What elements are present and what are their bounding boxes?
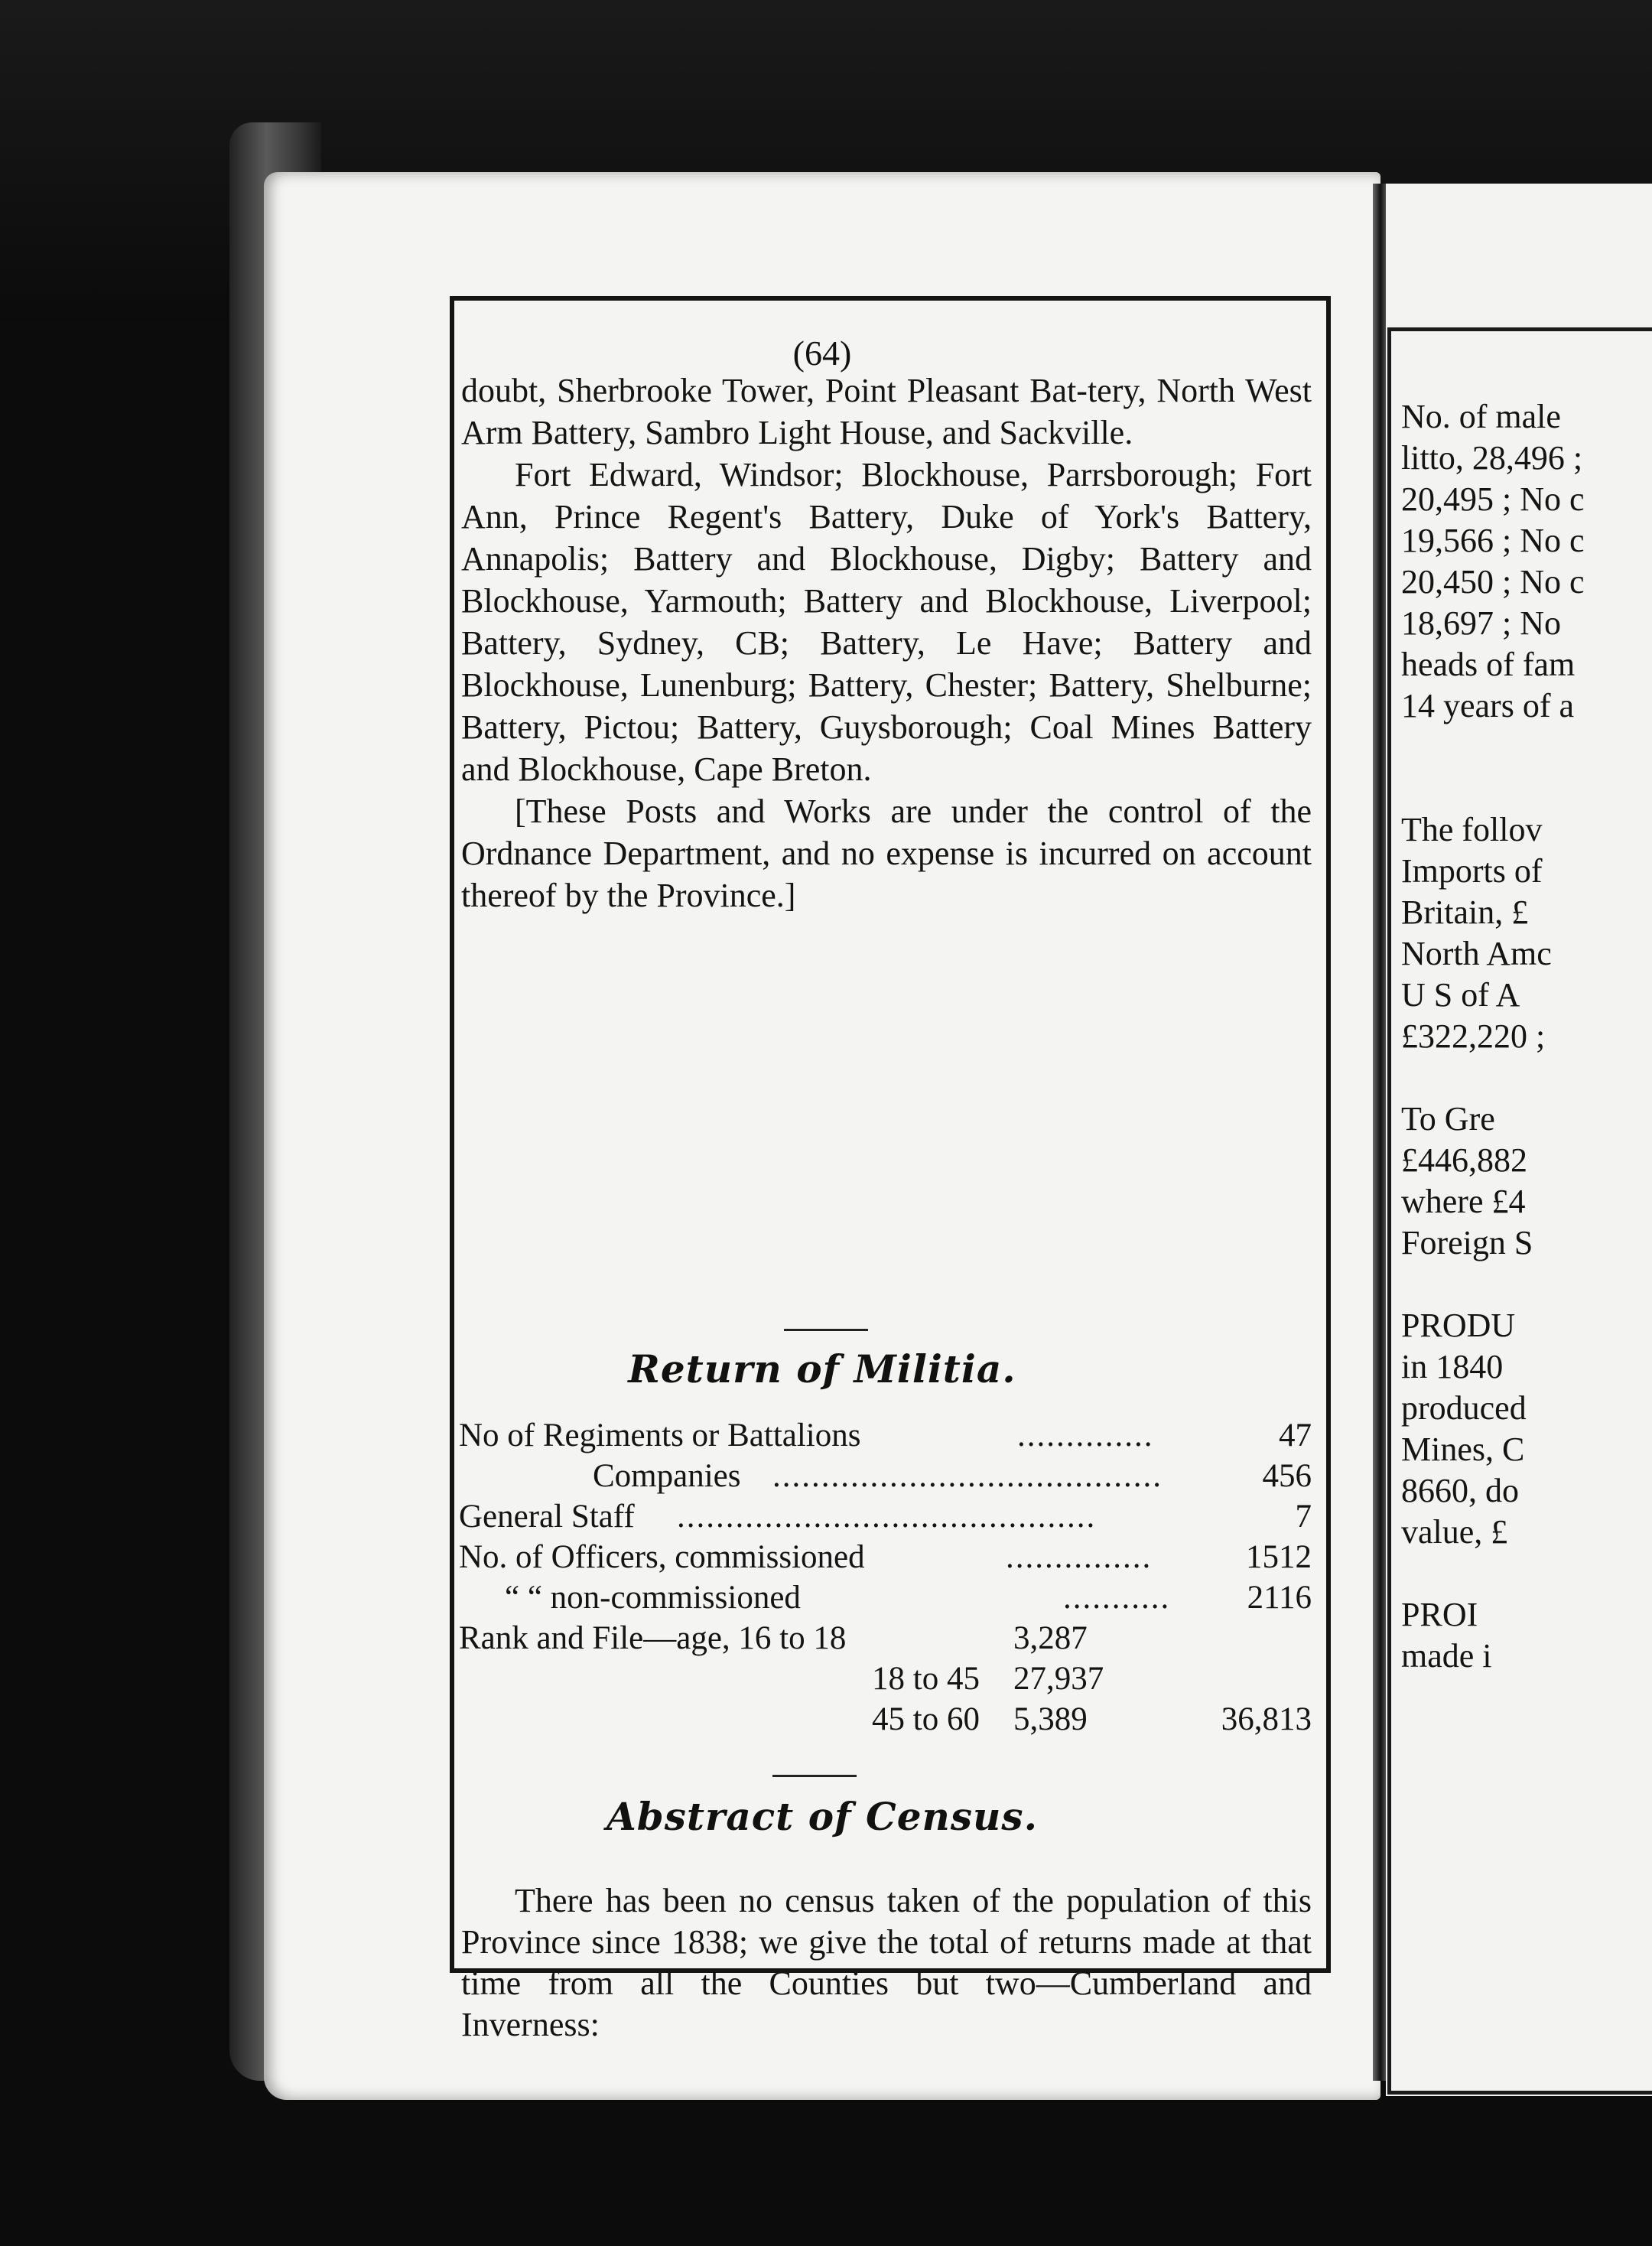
paragraph-outposts: Fort Edward, Windsor; Blockhouse, Parrsborough; Fort Ann, Prince Regent's Battery, Duke of York's Battery, Annapolis; Battery and Blockhouse, Digby; Battery and Blockhouse, Yarmouth; Battery and Blockhouse, Liverpool; Battery, Sydney, CB; Battery, Le Have; Battery and Blockhouse, Lunenburg; Battery, Chester; Battery, Shelburne; Battery, Pictou; Battery, Guysborough; Coal Mines Battery and Blockhouse, Cape Breton.	[461, 456, 1312, 788]
row-label: No. of Officers, commissioned	[459, 1539, 865, 1575]
dot-leaders: ...........................................	[677, 1499, 1097, 1535]
right-page-line: To Gre	[1401, 1100, 1495, 1138]
right-page-line: made i	[1401, 1637, 1492, 1675]
table-row	[459, 1537, 1312, 1577]
row-value: 2116	[1247, 1580, 1312, 1616]
right-page-line: value, £	[1401, 1513, 1508, 1551]
right-page-line: produced	[1401, 1389, 1527, 1427]
right-page-line: where £4	[1401, 1183, 1526, 1220]
right-page-line: in 1840	[1401, 1348, 1504, 1385]
right-page-line: Britain, £	[1401, 894, 1529, 931]
right-page-line	[1401, 1057, 1585, 1099]
row-label: General Staff	[459, 1499, 635, 1535]
right-page	[1386, 184, 1652, 2096]
right-page-line: The follov	[1401, 811, 1543, 848]
row-label: No of Regiments or Battalions	[459, 1418, 861, 1453]
right-page-line: No. of male	[1401, 398, 1561, 435]
row-label: Companies	[593, 1458, 741, 1494]
table-row-rank-file	[459, 1618, 1312, 1658]
right-page-line: Imports of	[1401, 852, 1543, 890]
rank-file-count: 27,937	[1013, 1661, 1104, 1697]
right-page-line: PRODU	[1401, 1307, 1516, 1344]
right-page-line: £322,220 ;	[1401, 1017, 1546, 1055]
militia-heading: Return of Militia.	[628, 1346, 1016, 1392]
rank-file-count: 5,389	[1013, 1701, 1088, 1737]
militia-table	[459, 1415, 1312, 1740]
table-row	[459, 1456, 1312, 1496]
census-paragraph	[461, 1880, 1312, 2046]
right-page-line: U S of A	[1401, 976, 1520, 1014]
right-page-line: 20,495 ; No c	[1401, 480, 1585, 518]
census-text: There has been no census taken of the population of this Province since 1838; we give the total of returns made at that time from all the Counties but two—Cumberland and Inverness:	[461, 1882, 1312, 2043]
right-page-line: £446,882	[1401, 1141, 1527, 1179]
rank-file-count: 3,287	[1013, 1620, 1088, 1656]
right-page-line: 20,450 ; No c	[1401, 563, 1585, 601]
right-page-line	[1401, 1553, 1585, 1594]
right-page-line: Mines, C	[1401, 1431, 1525, 1468]
table-row	[459, 1415, 1312, 1456]
right-page-text	[1401, 396, 1585, 1677]
right-page-line	[1401, 727, 1585, 768]
section-divider	[784, 1329, 868, 1331]
right-page-line: 8660, do	[1401, 1472, 1519, 1509]
right-page-line: PROI	[1401, 1596, 1478, 1633]
row-value: 456	[1262, 1458, 1312, 1494]
right-page-line: 14 years of a	[1401, 687, 1575, 724]
table-row	[459, 1577, 1312, 1618]
census-heading: Abstract of Census.	[606, 1794, 1038, 1839]
right-page-line	[1401, 768, 1585, 809]
right-page-line: Foreign S	[1401, 1224, 1533, 1261]
fortifications-text	[461, 369, 1312, 916]
row-value: 1512	[1246, 1539, 1312, 1575]
right-page-line: litto, 28,496 ;	[1401, 439, 1583, 477]
section-divider	[772, 1775, 857, 1777]
paragraph-defences-halifax: doubt, Sherbrooke Tower, Point Pleasant Bat-tery, North West Arm Battery, Sambro Light House, and Sackville.	[461, 372, 1312, 451]
dot-leaders: ..............	[1017, 1418, 1154, 1453]
left-page	[264, 172, 1380, 2100]
rank-file-total: 36,813	[1221, 1701, 1312, 1737]
rank-file-label: Rank and File—age, 16 to 18	[459, 1620, 847, 1656]
row-value: 7	[1295, 1499, 1312, 1535]
right-page-line	[1401, 1264, 1585, 1305]
dot-leaders: ...........	[1063, 1580, 1171, 1616]
rank-file-age: 45 to 60	[872, 1701, 980, 1737]
row-value: 47	[1279, 1418, 1312, 1453]
table-row-rank-file	[459, 1699, 1312, 1740]
table-row-rank-file	[459, 1658, 1312, 1699]
row-label: “ “ non-commissioned	[505, 1580, 801, 1616]
dot-leaders: ........................................	[772, 1458, 1163, 1494]
right-page-line: 19,566 ; No c	[1401, 522, 1585, 559]
right-page-line: North Amc	[1401, 935, 1552, 972]
paragraph-ordnance-note: [These Posts and Works are under the control of the Ordnance Department, and no expense is incurred on account thereof by the Province.]	[461, 793, 1312, 914]
table-row	[459, 1496, 1312, 1537]
dot-leaders: ...............	[1006, 1539, 1153, 1575]
right-page-line: heads of fam	[1401, 646, 1576, 683]
page-number: (64)	[792, 334, 852, 373]
right-page-line: 18,697 ; No	[1401, 604, 1561, 642]
rank-file-age: 18 to 45	[872, 1661, 980, 1697]
